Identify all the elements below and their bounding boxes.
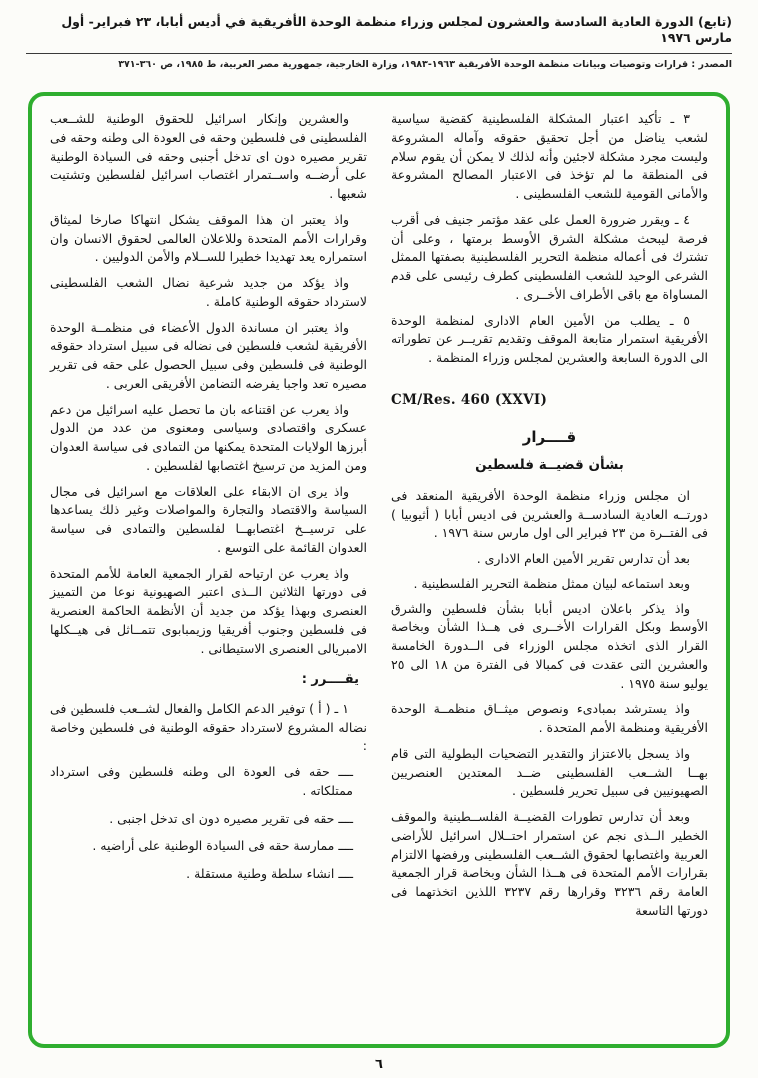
dash-list-item: ــــ انشاء سلطة وطنية مستقلة . <box>186 866 353 881</box>
preamble-paragraph: وبعد أن تدارس تطورات القضيــة الفلســطينية والموقف الخطير الــذى نجم عن استمرار احتــلال اسرائيل للأراضى العربية واغتصابها لحقوق الشــعب الفلسطينى ورفضها الالتزام بقرارات الأمم المتحدة فى هــذا الشأن وبخاصة قرار الجمعية العامة رقم ٣٢٣٦ وقرارها رقم ٣٢٣٧ اللذين اتخذتهما فى دورتها التاسعة <box>391 809 708 918</box>
preamble-paragraph: ان مجلس وزراء منظمة الوحدة الأفريقية المنعقد فى دورتــه العادية السادســة والعشرين فى اديس أبابا ( أثيوبيا ) فى الفتــرة من ٢٣ فبراير الى اول مارس سنة ١٩٧٦ . <box>391 487 708 541</box>
preamble-paragraph: وبعد استماعه لبيان ممثل منظمة التحرير الفلسطينية . <box>413 575 690 591</box>
dash-list-item: ــــ حقه فى العودة الى وطنه فلسطين وفى استرداد ممتلكاته . <box>50 764 353 798</box>
dash-list-item: ــــ ممارسة حقه فى السيادة الوطنية على أراضيه . <box>92 838 353 854</box>
body-paragraph: واذ يؤكد من جديد شرعية نضال الشعب الفلسطينى لاسترداد حقوقه الوطنية كاملة . <box>50 275 367 309</box>
resolution-title: قــــرار <box>522 428 577 446</box>
document-title: (تابع) الدورة العادية السادسة والعشرون لمجلس وزراء منظمة الوحدة الأفريقية في أديس أبابا، ٢٣ فبراير- أول مارس ١٩٧٦ <box>61 14 732 46</box>
decree-label: يقــــرر : <box>301 672 359 688</box>
left-column <box>50 110 367 1030</box>
clause-5: ٥ ـ يطلب من الأمين العام الادارى لمنظمة الوحدة الأفريقية استمرار متابعة الموقف وتقديم تقريــر عن تطوراته الى الدورة السابعة والعشرين لمجلس وزراء المنظمة . <box>391 312 708 365</box>
body-paragraph: واذ يعرب عن ارتياحه لقرار الجمعية العامة للأمم المتحدة فى دورتها الثلاثين الــذى اعتبر الصهيونية نوعا من التمييز العنصرى وبهذا يؤكد من جديد أن الأنظمة الحاكمة العنصرية فى فلسطين وجنوب أفريقيا وزيمبابوى تتمــاثل فى هيــكلها الامبريالى العنصرى الاستيطانى . <box>50 565 367 656</box>
dash-list-item: ــــ حقه فى تقرير مصيره دون اى تدخل اجنبى . <box>109 810 353 826</box>
document-frame <box>28 92 730 1048</box>
continuation-paragraph: والعشرين وإنكار اسرائيل للحقوق الوطنية للشــعب الفلسطينى فى فلسطين وحقه فى العودة الى وطنه وحقه فى تقرير مصيره دون اى تدخل أجنبى وحقه فى السيادة الوطنية على أرضــه واســتمرار اغتصاب اسرائيل لفلسطين وتشتيت شعبها . <box>50 111 367 201</box>
body-paragraph: واذ يعتبر ان هذا الموقف يشكل انتهاكا صارخا لميثاق وقرارات الأمم المتحدة وللاعلان العالمى لحقوق الانسان وان استمراره يعد تهديدا خطيرا للســلام والأمن الدوليين . <box>50 211 367 265</box>
preamble-paragraph: واذ يسجل بالاعتزاز والتقدير التضحيات البطولية التى قام بهــا الشــعب الفلسطينى ضــد المعتدين العنصريين الصهيونيين فى سبيل تحرير فلسطين . <box>391 745 708 799</box>
page-header <box>0 0 758 70</box>
preamble-paragraph: بعد أن تدارس تقرير الأمين العام الادارى . <box>476 551 690 566</box>
clause-4: ٤ ـ ويقرر ضرورة العمل على عقد مؤتمر جنيف فى أقرب فرصة ليبحث مشكلة الشرق الأوسط برمتها ، وعلى أن تشترك فى أعماله منظمة التحرير الفلسطينية بصفتها الممثل الشرعى الوحيد للشعب الفلسطينى كطرف رئيسى على قدم المساواة مع باقى الأطراف الأخــرى . <box>391 211 708 302</box>
text-columns <box>50 110 708 1030</box>
resolution-subtitle: بشأن قضيــة فلسطين <box>475 456 624 473</box>
preamble-paragraph: واذ يذكر باعلان اديس أبابا بشأن فلسطين والشرق الأوسط وبكل القرارات الأخــرى فى هــذا الشأن وبخاصة القرار الذى اتخذه مجلس الوزراء فى الــدورة الخامسة والعشرين التى عقدت فى كمبالا فى الفترة من ١٨ الى ٢٥ يوليو سنة ١٩٧٥ . <box>391 600 708 691</box>
page-number: ٦ <box>375 1057 383 1072</box>
resolution-reference: CM/Res. 460 (XXVI) <box>391 391 548 408</box>
clause-3: ٣ ـ تأكيد اعتبار المشكلة الفلسطينية كقضية سياسية لشعب يناضل من أجل تحقيق حقوقه وآماله المشروعة وليست مجرد مشكلة لاجئين وأنه لذلك لا يمكن أن يقوم سلام فى المنطقة ما لم تؤخذ فى الاعتبار المصالح المشروعة والأمانى القومية للشعب الفلسطينى . <box>391 111 708 201</box>
decision-item-1: ١ ـ ( أ ) توفير الدعم الكامل والفعال لشــعب فلسطين فى نضاله المشروع لاسترداد حقوقه الوطنية فى فلسطين وخاصة : <box>50 700 367 754</box>
body-paragraph: واذ يعرب عن اقتناعه بان ما تحصل عليه اسرائيل من دعم عسكرى واقتصادى وسياسى ومعنوى من عدد من الدول أبرزها الولايات المتحدة يمكنها من التمادى فى سياسة العدوان ومن المزيد من ترسيخ اغتصابها لفلسطين . <box>50 401 367 473</box>
body-paragraph: واذ يرى ان الابقاء على العلاقات مع اسرائيل فى مجال السياسة والاقتصاد والتجارة والمواصلات وغير ذلك يساعدها على ترسيــخ اغتصابهــا لفلسطين والتمادى فى سياسة العدوان القائمة على التوسع . <box>50 483 367 555</box>
header-divider <box>26 53 732 54</box>
body-paragraph: واذ يعتبر ان مساندة الدول الأعضاء فى منظمــة الوحدة الأفريقية لشعب فلسطين فى نضاله فى سبيل استرداد حقوقه الوطنية فى فلسطين وفى سبيل الحصول على حقه فى تقرير مصيره تعد واجبا يفرضه التضامن الأفريقى العربى . <box>50 319 367 391</box>
preamble-paragraph: واذ يسترشد بمبادىء ونصوص ميثــاق منظمــة الوحدة الأفريقية ومنظمة الأمم المتحدة . <box>391 701 708 735</box>
right-column <box>391 110 708 1030</box>
source-citation: المصدر : قرارات وتوصيات وبيانات منظمة الوحدة الأفريقية ١٩٦٣-١٩٨٣، وزارة الخارجية، جمهورية مصر العربية، ط ١٩٨٥، ص ٣٦٠-٣٧١ <box>118 58 732 70</box>
